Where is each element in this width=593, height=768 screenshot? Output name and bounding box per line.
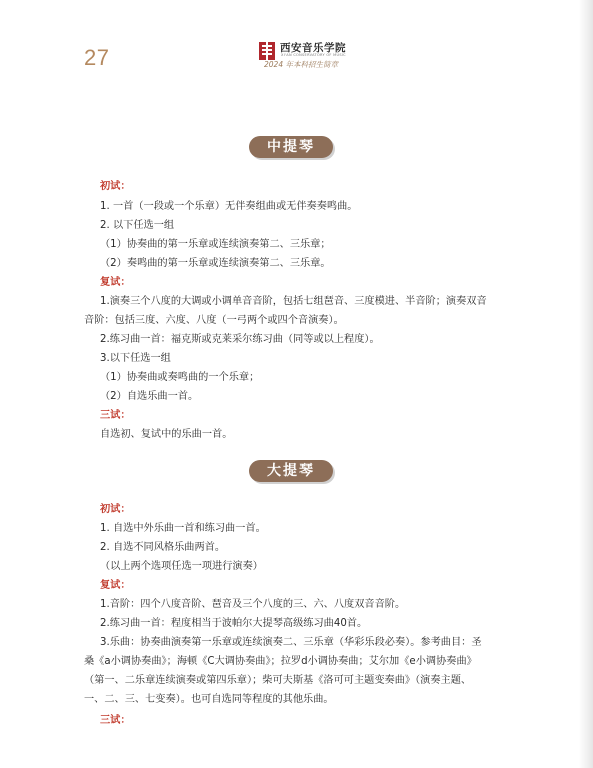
text-line: （以上两个选项任选一项进行演奏） (100, 561, 263, 572)
exam-label: 复试： (100, 277, 131, 288)
school-name-en: XI'AN CONSERVATORY OF MUSIC (281, 53, 346, 57)
text-line: 3.以下任选一组 (100, 353, 171, 364)
exam-label: 初试： (100, 504, 131, 515)
text-line: （2）自选乐曲一首。 (100, 391, 199, 402)
text-line: （1）协奏曲或奏鸣曲的一个乐章； (100, 372, 260, 383)
text-line: 2. 以下任选一组 (100, 220, 175, 231)
text-line: （1）协奏曲的第一乐章或连续演奏第二、三乐章； (100, 239, 331, 250)
text-line: 自选初、复试中的乐曲一首。 (100, 429, 233, 440)
text-line: 桑《a小调协奏曲》；海顿《C大调协奏曲》；拉罗d小调协奏曲；艾尔加《e小调协奏曲》 (84, 656, 477, 667)
section-title-viola: 中提琴 (249, 136, 333, 158)
text-line: 2.练习曲一首：程度相当于波帕尔大提琴高级练习曲40首。 (100, 618, 368, 629)
exam-label: 复试： (100, 580, 131, 591)
text-line: 1.演奏三个八度的大调或小调单音音阶，包括七组琶音、三度模进、半音阶；演奏双音 (100, 296, 487, 307)
exam-label: 初试： (100, 181, 131, 192)
exam-label: 三试： (100, 715, 131, 726)
text-line: 2.练习曲一首：福克斯或克莱采尔练习曲（同等或以上程度）。 (100, 334, 380, 345)
exam-label: 三试： (100, 410, 131, 421)
text-line: 1. 一首（一段或一个乐章）无伴奏组曲或无伴奏奏鸣曲。 (100, 201, 358, 212)
text-line: （2）奏鸣曲的第一乐章或连续演奏第二、三乐章。 (100, 258, 331, 269)
text-line: 1. 自选中外乐曲一首和练习曲一首。 (100, 523, 266, 534)
text-line: 1.音阶：四个八度音阶、琶音及三个八度的三、六、八度双音音阶。 (100, 599, 406, 610)
text-line: 一、二、三、七变奏）。也可自选同等程度的其他乐曲。 (84, 694, 334, 705)
school-name: 西安音乐学院 (280, 42, 346, 54)
text-line: （第一、二乐章连续演奏或第四乐章）；柴可夫斯基《洛可可主题变奏曲》（演奏主题、 (84, 675, 472, 686)
page-number: 27 (84, 45, 110, 70)
text-line: 3.乐曲：协奏曲演奏第一乐章或连续演奏二、三乐章（华彩乐段必奏）。参考曲目：圣 (100, 637, 482, 648)
page-edge-shadow (579, 0, 593, 768)
school-logo (258, 40, 368, 70)
text-line: 2. 自选不同风格乐曲两首。 (100, 542, 226, 553)
text-line: 音阶：包括三度、六度、八度（一弓两个或四个音演奏）。 (84, 315, 344, 326)
section-title-cello: 大提琴 (249, 460, 333, 482)
brochure-subtitle: 2024 年本科招生简章 (264, 60, 338, 69)
